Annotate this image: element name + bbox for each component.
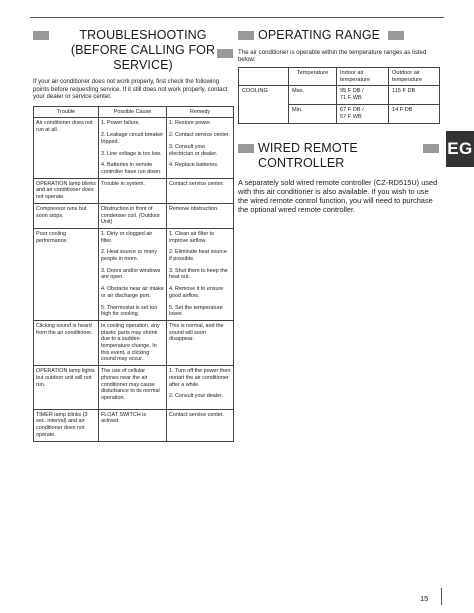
remedy-cell — [167, 366, 234, 410]
remedy-cell — [167, 118, 234, 178]
remedy-item: 2. Consult your dealer. — [169, 393, 223, 400]
cause-cell — [99, 366, 167, 410]
table-row — [34, 118, 234, 178]
remedy-item: Contact service center. — [169, 411, 224, 418]
table-row — [34, 366, 234, 410]
remedy-item: 5. Set the temperature lower. — [169, 304, 223, 318]
cause-item: Trouble in system. — [101, 180, 145, 187]
trouble-cell: Air conditioner does not run at all. — [34, 118, 99, 178]
remedy-item: 3. Shut them to keep the heat out. — [169, 267, 228, 281]
remedy-cell — [167, 320, 234, 365]
cause-item: 2. Heat source or many people in room. — [101, 249, 158, 263]
wired-remote-text: A separately sold wired remote controller (CZ-RD515U) used with this air conditioner is also available. If you wish to use the wired remote control function, you will need to purchase the optional wired remote controller. — [238, 177, 438, 215]
range-mode: COOLING — [239, 86, 289, 123]
cause-item: 4. Batteries in remote controller have run down. — [101, 162, 162, 175]
cause-item: 1. Dirty or clogged air filter. — [101, 230, 153, 244]
remedy-item: Remove obstruction. — [169, 205, 219, 212]
remedy-cell — [167, 409, 234, 441]
cause-cell — [99, 118, 167, 178]
table-row — [239, 86, 440, 105]
section-bar-icon — [238, 144, 254, 153]
troubleshooting-heading — [33, 28, 233, 73]
trouble-cell: Compressor runs but soon stops. — [34, 203, 99, 228]
remedy-item: This is normal, and the sound will soon disappear. — [169, 322, 224, 343]
remedy-item: 4. Replace batteries. — [169, 162, 219, 169]
range-min-label: Min. — [289, 105, 337, 124]
cause-item: 2. Leakage circuit breaker tripped. — [101, 132, 164, 145]
table-row — [34, 178, 234, 203]
cause-item: The use of cellular phones near the air conditioner may cause disturbance to its normal operation. — [101, 368, 160, 401]
section-bar-icon — [33, 31, 49, 40]
page-number: 15 — [420, 594, 429, 603]
remedy-item: 2. Contact service center. — [169, 132, 230, 139]
range-max-outdoor: 115 F DB — [389, 86, 440, 105]
cause-cell — [99, 203, 167, 228]
cause-item: 3. Doors and/or windows are open. — [101, 267, 161, 281]
page-number-rule — [441, 588, 442, 605]
section-bar-end-icon — [217, 46, 233, 58]
remedy-item: 1. Turn off the power then restart the air conditioner after a while. — [169, 368, 231, 388]
cause-item: 4. Obstacle near air intake or air discharge port. — [101, 286, 164, 299]
wired-remote-heading — [238, 141, 439, 171]
range-max-label: Max. — [289, 86, 337, 105]
troubleshooting-intro: If your air conditioner does not work properly, first check the following points before requesting service. If it still does not work properly, contact your dealer or service center. — [33, 78, 228, 101]
cause-cell — [99, 178, 167, 203]
remedy-item: Contact service center. — [169, 180, 224, 187]
trouble-cell: OPERATION lamp lights but outdoor unit will not run. — [34, 366, 99, 410]
range-max-indoor: 95 F DB / 71 F WB — [337, 86, 389, 105]
header-remedy: Remedy — [167, 106, 234, 118]
cause-item: 1. Power failure. — [101, 120, 140, 127]
remedy-cell — [167, 178, 234, 203]
range-header-indoor: Indoor air temperature — [337, 67, 389, 86]
cause-cell — [99, 228, 167, 320]
trouble-cell: TIMER lamp blinks (3 sec. interval) and air conditioner does not operate. — [34, 409, 99, 441]
table-row — [34, 409, 234, 441]
cause-item: In cooling operation, any plastic parts may shrink due to a sudden temperature change. In this event, a clicking sound may occur. — [101, 322, 160, 363]
top-rule — [30, 17, 444, 18]
cause-item: Obstruction in front of condenser coil. (Outdoor Unit) — [101, 205, 161, 226]
wired-remote-title: WIRED REMOTE CONTROLLER — [258, 140, 358, 170]
cause-cell — [99, 320, 167, 365]
operating-range-intro: The air conditioner is operable within the temperature ranges as listed below: — [238, 49, 427, 64]
range-min-indoor: 67 F DB / 57 F WB — [337, 105, 389, 124]
table-header-row — [34, 106, 234, 118]
remedy-item: 4. Remove it to ensure good airflow. — [169, 286, 224, 299]
troubleshooting-table — [33, 106, 234, 442]
operating-range-section — [238, 28, 439, 214]
trouble-cell: Clicking sound is heard from the air conditioner. — [34, 320, 99, 365]
range-header-blank — [239, 67, 289, 86]
header-trouble: Trouble — [34, 106, 99, 118]
troubleshooting-title-line2: (BEFORE CALLING FOR SERVICE) — [70, 43, 216, 72]
table-row — [34, 320, 234, 365]
remedy-item: 1. Clean air filter to improve airflow. — [169, 230, 215, 244]
table-row — [34, 203, 234, 228]
cause-cell — [99, 409, 167, 441]
remedy-item: 3. Consult your electrician or dealer. — [169, 143, 218, 157]
section-bar-icon — [238, 31, 254, 40]
header-cause: Possible Cause — [99, 106, 167, 118]
remedy-cell — [167, 228, 234, 320]
operating-range-title: OPERATING RANGE — [258, 28, 381, 42]
table-row — [34, 228, 234, 320]
remedy-cell — [167, 203, 234, 228]
language-side-tab: EG — [446, 131, 474, 167]
range-header-temperature: Temperature — [289, 67, 337, 86]
range-min-outdoor: 14 F DB — [389, 105, 440, 124]
table-row — [239, 67, 440, 86]
section-bar-end-icon — [388, 31, 404, 40]
cause-item: 5. Thermostat is set too high for cooling. — [101, 304, 158, 318]
operating-range-table — [238, 67, 440, 124]
trouble-cell: Poor cooling performance. — [34, 228, 99, 320]
remedy-item: 1. Restore power. — [169, 120, 212, 127]
section-bar-end-icon — [423, 144, 439, 153]
troubleshooting-title-line1: TROUBLESHOOTING — [79, 28, 207, 42]
troubleshooting-section — [33, 28, 233, 442]
operating-range-heading — [238, 28, 439, 43]
cause-item: 3. Line voltage is too low. — [101, 150, 162, 157]
remedy-item: 2. Eliminate heat source if possible. — [169, 249, 227, 263]
cause-item: FLOAT SWITCH is actived. — [101, 411, 147, 425]
range-header-outdoor: Outdoor air temperature — [389, 67, 440, 86]
trouble-cell: OPERATION lamp blinks and air conditioner does not operate. — [34, 178, 99, 203]
